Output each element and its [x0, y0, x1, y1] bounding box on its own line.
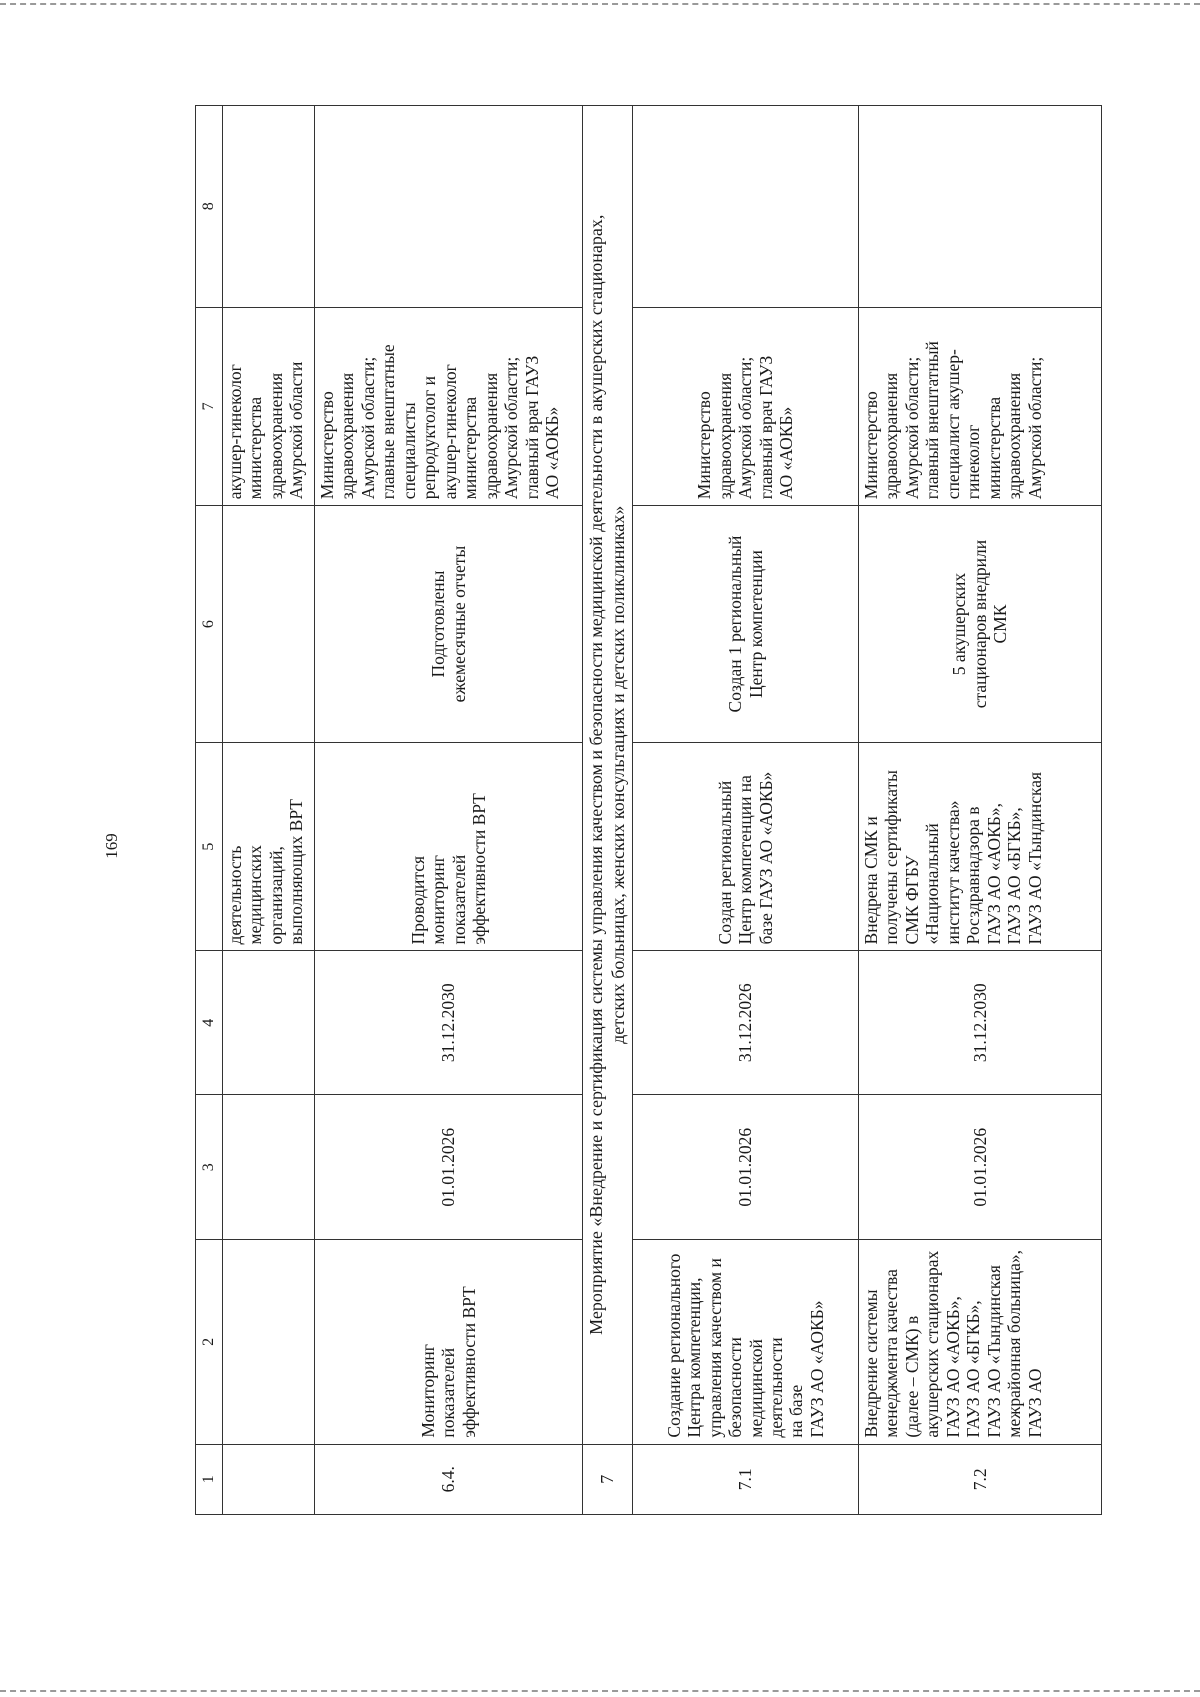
cell-result: деятельность медицинских организаций, выполняющих ВРТ	[223, 742, 315, 951]
cell-activity: Мониторинг показателей эффективности ВРТ	[315, 1240, 583, 1444]
cell-indicator	[223, 506, 315, 743]
cell-responsible: Министерство здравоохранения Амурской области; главный внештатный специалист акушер- гинеколог министерства здравоохранения Амурской области;	[859, 307, 1102, 506]
header-col-5: 5	[196, 742, 223, 951]
cell-activity: Создание регионального Центра компетенции, управления качеством и безопасности медицинской деятельности на базе ГАУЗ АО «АОКБ»	[633, 1240, 859, 1444]
table-row-7-1	[633, 106, 859, 1515]
cell-end-date: 31.12.2030	[859, 951, 1102, 1095]
header-col-4: 4	[196, 951, 223, 1095]
cell-responsible: акушер-гинеколог министерства здравоохранения Амурской области	[223, 307, 315, 506]
cell-number	[223, 1444, 315, 1514]
cell-indicator: Создан 1 региональный Центр компетенции	[633, 506, 859, 743]
cell-end-date: 31.12.2026	[633, 951, 859, 1095]
header-col-2: 2	[196, 1240, 223, 1444]
cell-indicator: 5 акушерских стационаров внедрили СМК	[859, 506, 1102, 743]
cell-number: 6.4.	[315, 1444, 583, 1514]
header-col-7: 7	[196, 307, 223, 506]
cell-start-date: 01.01.2026	[859, 1095, 1102, 1240]
cell-start-date: 01.01.2026	[633, 1095, 859, 1240]
page-number: 169	[102, 833, 121, 859]
header-col-3: 3	[196, 1095, 223, 1240]
table-row-continuation	[223, 106, 315, 1515]
header-col-1: 1	[196, 1444, 223, 1514]
cell-note	[859, 106, 1102, 308]
cell-note	[315, 106, 583, 308]
rotated-table-container	[195, 105, 1100, 1515]
cell-result: Создан региональный Центр компетенции на базе ГАУЗ АО «АОКБ»	[633, 742, 859, 951]
scan-bottom-edge	[0, 1690, 1200, 1692]
table-row-section-7	[583, 106, 633, 1515]
header-row	[196, 106, 223, 1515]
cell-note	[633, 106, 859, 308]
header-col-6: 6	[196, 506, 223, 743]
section-title: Мероприятие «Внедрение и сертификация системы управления качеством и безопасности медицинской деятельности в акушерских стационарах, детских больницах, женских консультациях и детских поликлиниках»	[583, 106, 633, 1445]
scan-top-edge	[0, 3, 1200, 5]
header-col-8: 8	[196, 106, 223, 308]
cell-result: Внедрена СМК и получены сертификаты СМК ФГБУ «Национальный институт качества» Росздравнадзора в ГАУЗ АО «АОКБ», ГАУЗ АО «БГКБ», ГАУЗ АО «Тындинская	[859, 742, 1102, 951]
cell-indicator: Подготовлены ежемесячные отчеты	[315, 506, 583, 743]
cell-end-date	[223, 951, 315, 1095]
cell-responsible: Министерство здравоохранения Амурской области; главные внештатные специалисты репродуктолог и акушер-гинеколог министерства здравоохранения Амурской области; главный врач ГАУЗ АО «АОКБ»	[315, 307, 583, 506]
cell-note	[223, 106, 315, 308]
table-row-6-4	[315, 106, 583, 1515]
cell-activity: Внедрение системы менеджмента качества (далее – СМК) в акушерских стационарах ГАУЗ АО «АОКБ», ГАУЗ АО «БГКБ», ГАУЗ АО «Тындинская межрайонная больница», ГАУЗ АО	[859, 1240, 1102, 1444]
cell-number: 7.2	[859, 1444, 1102, 1514]
plan-table	[195, 105, 1102, 1515]
cell-end-date: 31.12.2030	[315, 951, 583, 1095]
cell-start-date: 01.01.2026	[315, 1095, 583, 1240]
cell-number: 7.1	[633, 1444, 859, 1514]
table-row-7-2	[859, 106, 1102, 1515]
cell-start-date	[223, 1095, 315, 1240]
cell-responsible: Министерство здравоохранения Амурской области; главный врач ГАУЗ АО «АОКБ»	[633, 307, 859, 506]
cell-number: 7	[583, 1444, 633, 1514]
cell-activity	[223, 1240, 315, 1444]
cell-result: Проводится мониторинг показателей эффективности ВРТ	[315, 742, 583, 951]
